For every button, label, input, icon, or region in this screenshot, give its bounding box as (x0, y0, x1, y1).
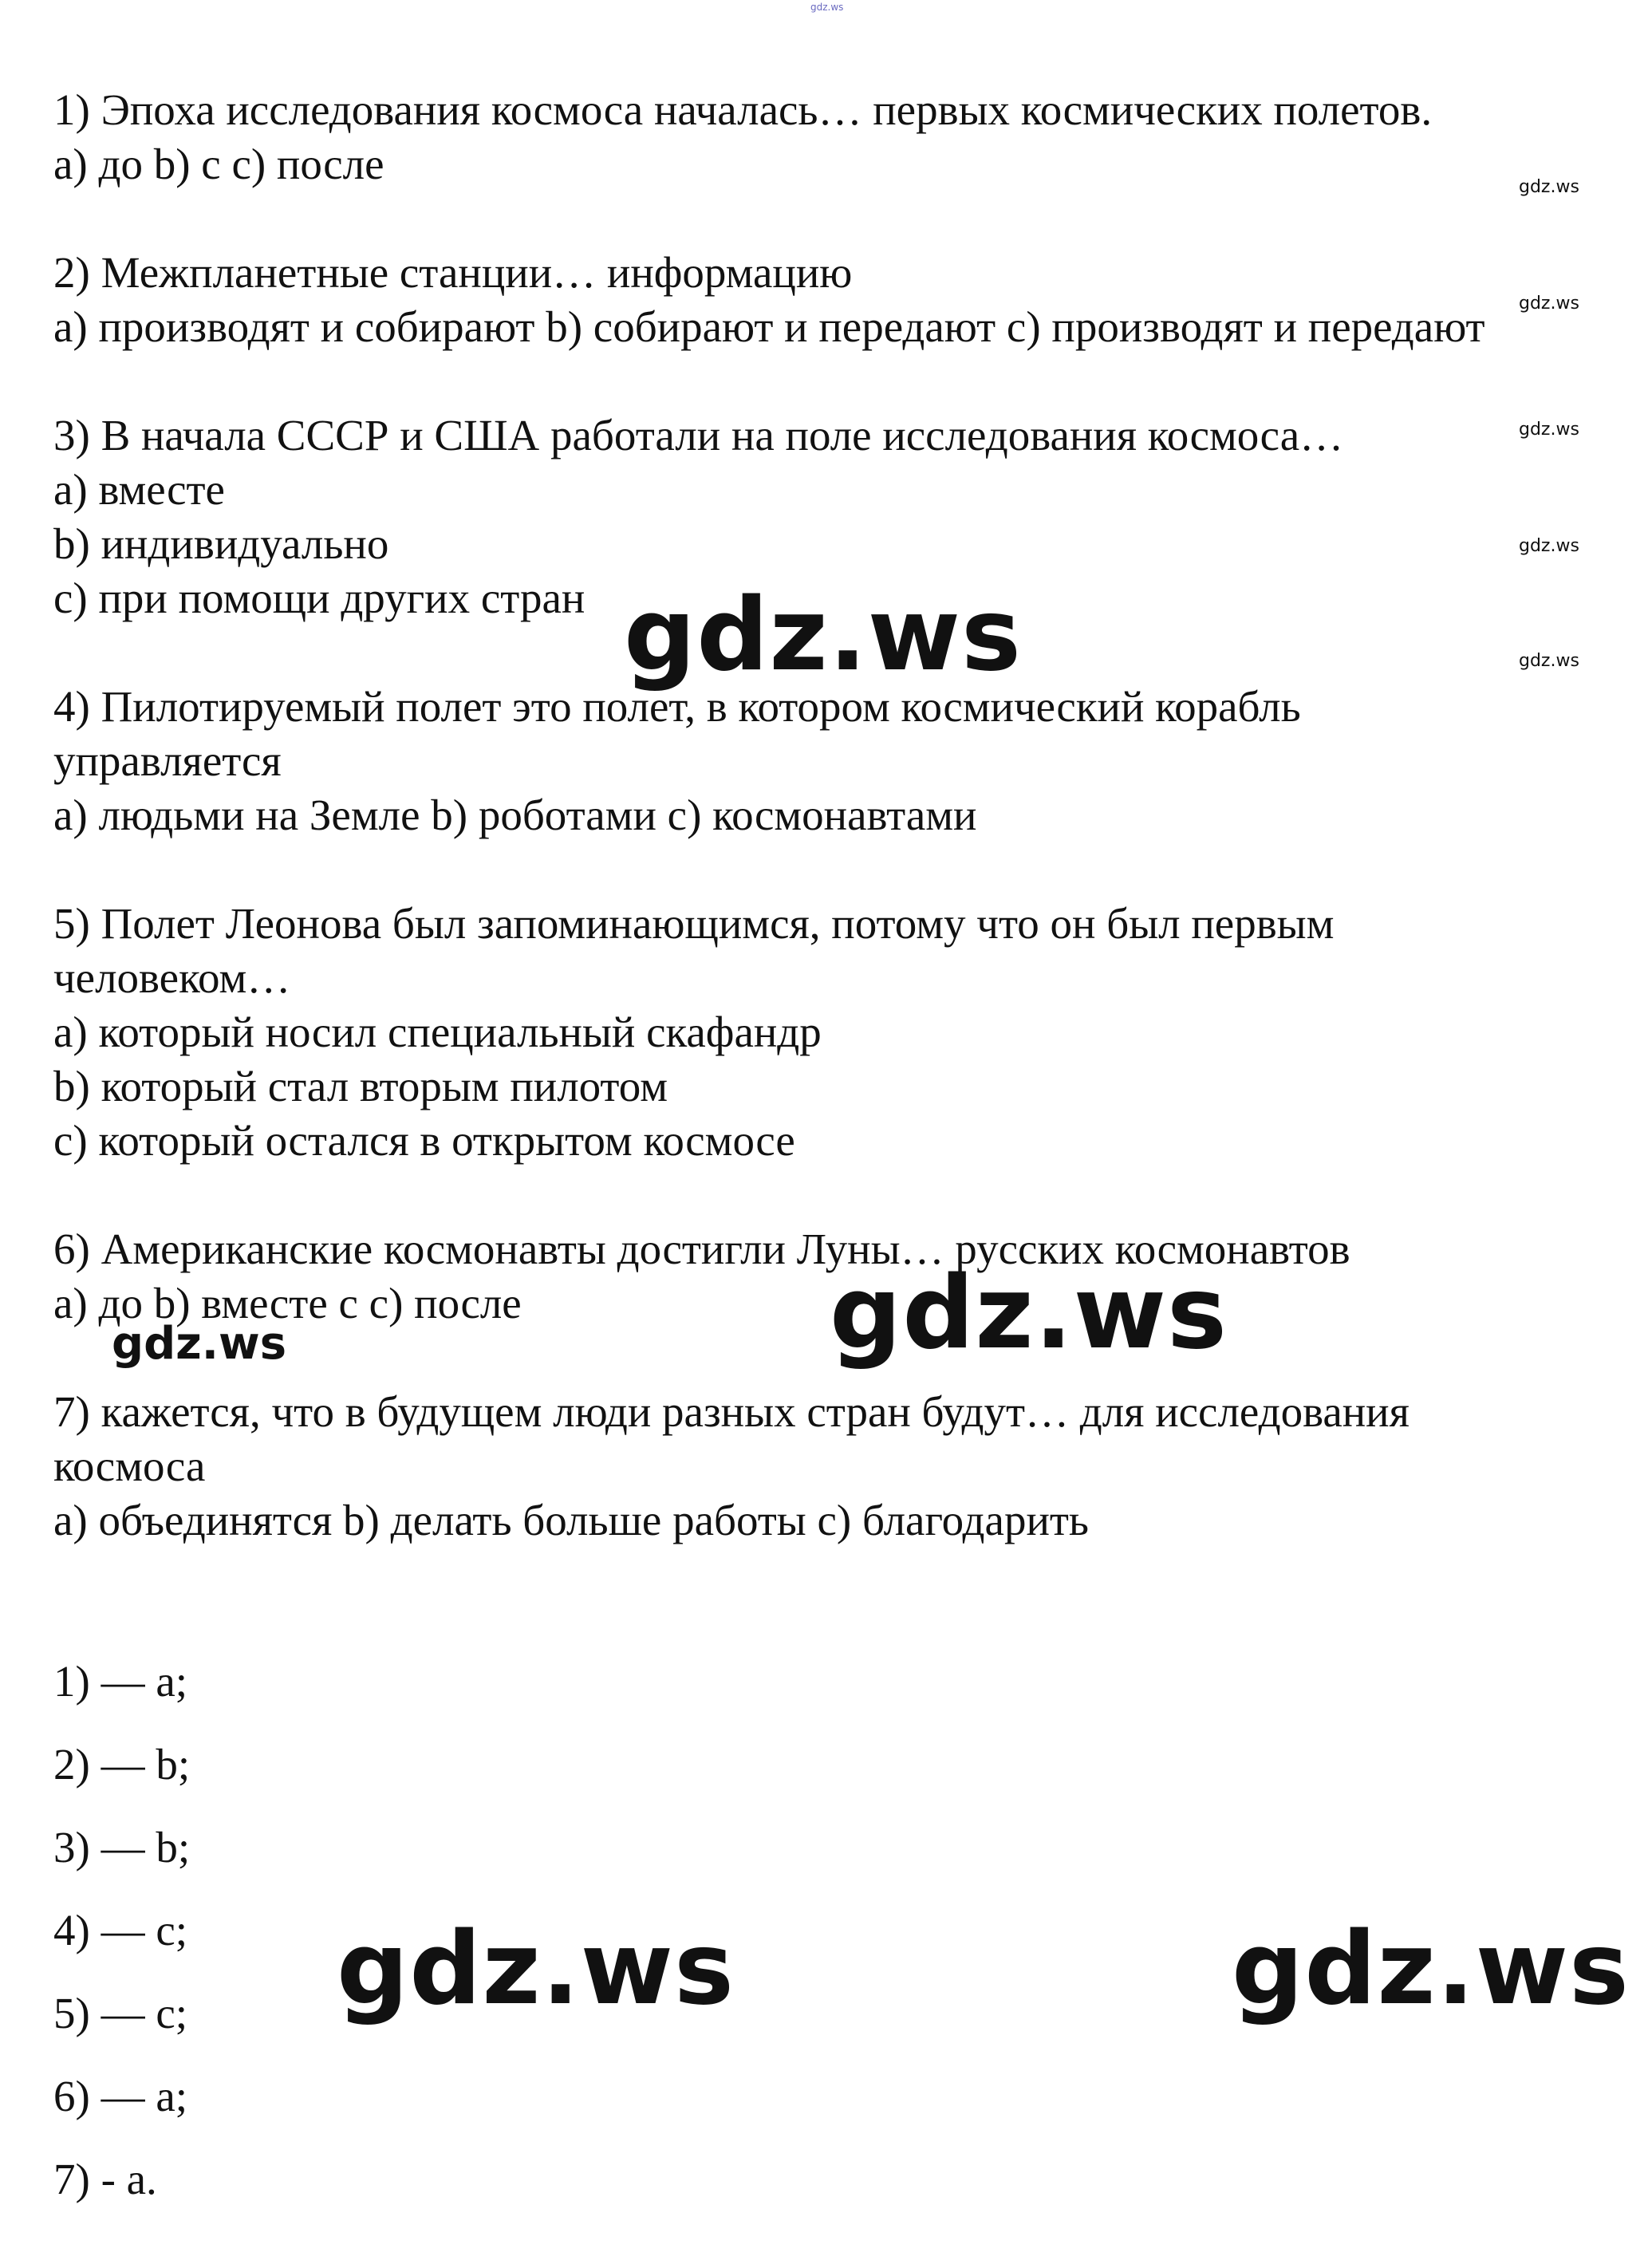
question-3-text: 3) В начала СССР и США работали на поле исследования космоса… (53, 411, 1344, 460)
watermark-small-5: gdz.ws (1519, 651, 1579, 671)
answer-4: 4) — c; (53, 1906, 188, 1954)
question-3-option-b: b) индивидуально (53, 519, 389, 568)
watermark-large-1: gdz.ws (624, 576, 1022, 693)
question-6-text: 6) Американские космонавты достигли Луны… русских космонавтов (53, 1225, 1350, 1273)
question-6-options: a) до b) вместе с c) после (53, 1279, 522, 1327)
question-5-text-cont: человеком… (53, 953, 291, 1002)
watermark-small-4: gdz.ws (1519, 536, 1579, 556)
watermark-top: gdz.ws (810, 2, 844, 13)
question-4-text: 4) Пилотируемый полет это полет, в котором космический корабль (53, 682, 1301, 731)
question-5-option-b: b) который стал вторым пилотом (53, 1062, 668, 1110)
question-4-options: a) людьми на Земле b) роботами c) космонавтами (53, 791, 977, 839)
watermark-small-3: gdz.ws (1519, 420, 1579, 440)
question-7-text: 7) кажется, что в будущем люди разных стран будут… для исследования (53, 1387, 1410, 1436)
question-5-option-a: a) который носил специальный скафандр (53, 1008, 822, 1056)
question-5-option-c: c) который остался в открытом космосе (53, 1116, 795, 1165)
answer-3: 3) — b; (53, 1823, 191, 1872)
question-1-text: 1) Эпоха исследования космоса началась… первых космических полетов. (53, 85, 1433, 134)
answer-1: 1) — a; (53, 1657, 188, 1706)
answer-6: 6) — a; (53, 2072, 188, 2120)
watermark-small-1: gdz.ws (1519, 177, 1579, 197)
question-3-option-c: c) при помощи других стран (53, 574, 585, 622)
answer-2: 2) — b; (53, 1740, 191, 1789)
watermark-large-3: gdz.ws (337, 1910, 735, 2027)
watermark-medium: gdz.ws (112, 1318, 287, 1370)
watermark-small-2: gdz.ws (1519, 294, 1579, 314)
question-2-text: 2) Межпланетные станции… информацию (53, 248, 853, 297)
question-1-options: a) до b) с c) после (53, 140, 384, 188)
answer-5: 5) — c; (53, 1989, 188, 2037)
watermark-large-4: gdz.ws (1232, 1910, 1630, 2027)
question-5-text: 5) Полет Леонова был запоминающимся, потому что он был первым (53, 899, 1335, 948)
question-2-options: a) производят и собирают b) собирают и передают c) производят и передают (53, 302, 1485, 351)
answer-7: 7) - a. (53, 2155, 157, 2203)
watermark-large-2: gdz.ws (830, 1254, 1228, 1371)
question-4-text-cont: управляется (53, 736, 282, 785)
question-7-options: a) объединятся b) делать больше работы c) благодарить (53, 1496, 1090, 1544)
question-7-text-cont: космоса (53, 1442, 206, 1490)
question-3-option-a: a) вместе (53, 465, 225, 514)
